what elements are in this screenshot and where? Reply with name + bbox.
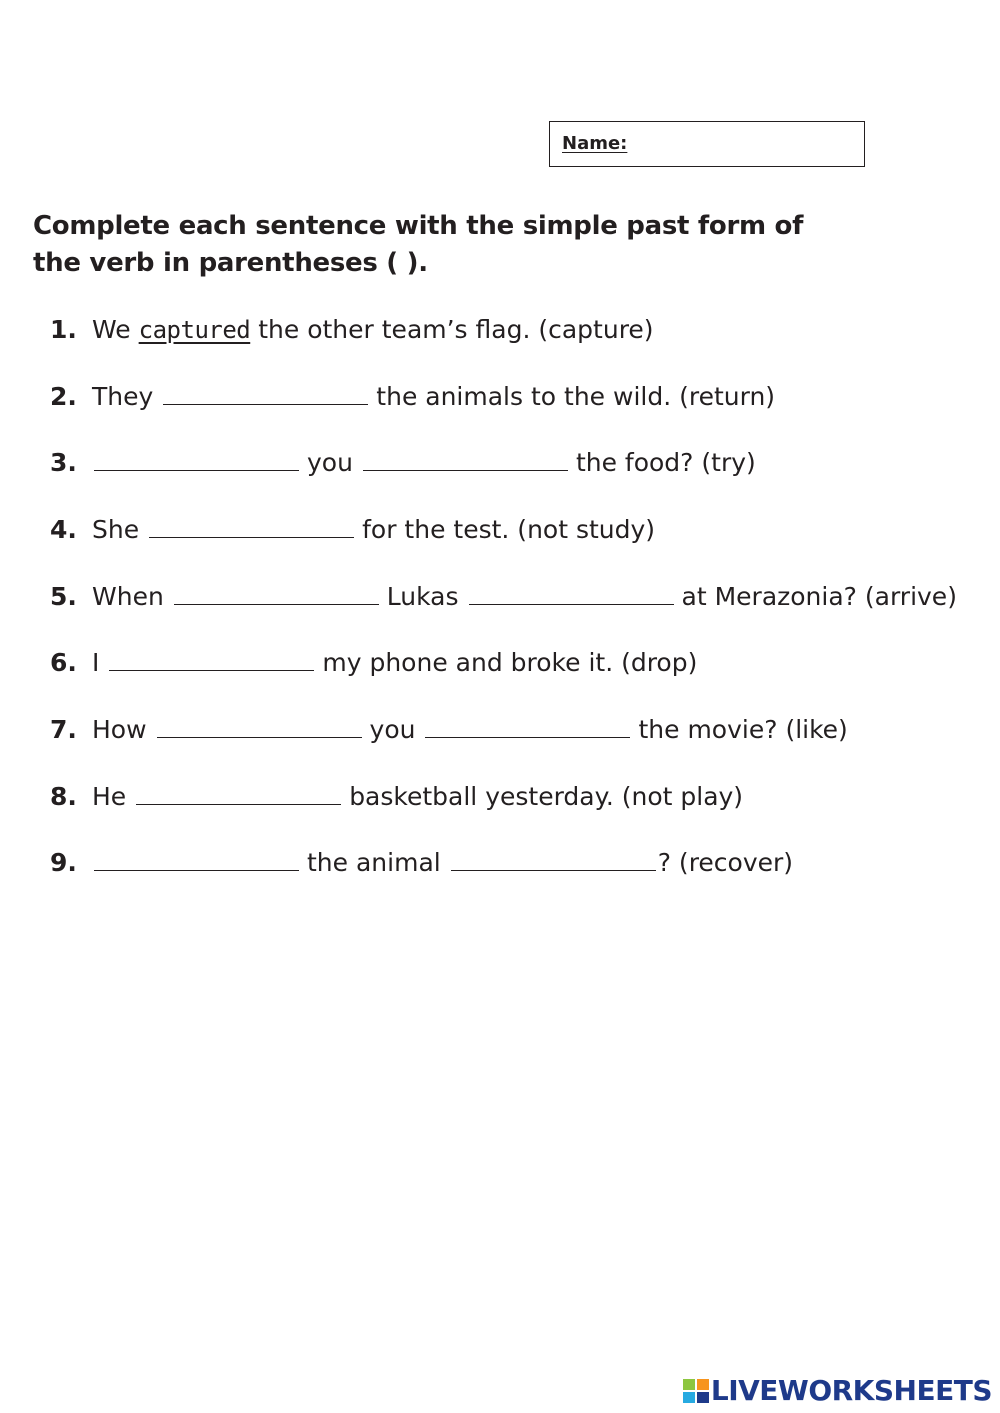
logo-text: LIVEWORKSHEETS: [710, 1374, 992, 1407]
item-text: the food? (try): [575, 448, 756, 477]
exercise-item-7: [50, 710, 856, 750]
item-number: 1.: [50, 315, 77, 344]
item-number: 3.: [50, 448, 77, 477]
example-answer: captured: [138, 316, 251, 344]
item-number: 8.: [50, 782, 77, 811]
exercise-item-8: [50, 777, 751, 817]
item-text: at Merazonia? (arrive): [681, 582, 957, 611]
exercise-item-3: [50, 443, 764, 483]
answer-blank[interactable]: [109, 669, 314, 671]
item-text: When: [92, 582, 164, 611]
item-text: basketball yesterday. (not play): [349, 782, 744, 811]
answer-blank[interactable]: [174, 603, 379, 605]
item-text: We: [92, 315, 131, 344]
answer-blank[interactable]: [157, 736, 362, 738]
item-text: my phone and broke it. (drop): [322, 648, 698, 677]
exercise-item-5: [50, 577, 965, 617]
answer-blank[interactable]: [163, 403, 368, 405]
answer-blank[interactable]: [149, 536, 354, 538]
item-text: you: [369, 715, 416, 744]
instructions: Complete each sentence with the simple past form of the verb in parentheses ( ).: [33, 211, 804, 278]
exercise-item-2: [50, 377, 783, 417]
liveworksheets-logo: [683, 1374, 992, 1407]
item-text: Lukas: [386, 582, 459, 611]
item-text: She: [92, 515, 140, 544]
exercise-item-9: [50, 843, 801, 883]
item-text: the animal: [307, 848, 441, 877]
item-text: He: [92, 782, 127, 811]
liveworksheets-logo-icon: [683, 1379, 709, 1403]
exercise-item-4: [50, 510, 663, 550]
item-number: 9.: [50, 848, 77, 877]
item-text: ? (recover): [657, 848, 794, 877]
answer-blank[interactable]: [451, 869, 656, 871]
name-field[interactable]: [549, 121, 865, 167]
item-number: 7.: [50, 715, 77, 744]
item-text: the animals to the wild. (return): [376, 382, 776, 411]
item-number: 5.: [50, 582, 77, 611]
answer-blank[interactable]: [469, 603, 674, 605]
item-text: the movie? (like): [638, 715, 848, 744]
item-text: I: [92, 648, 100, 677]
answer-blank[interactable]: [94, 869, 299, 871]
exercise-item-1: [50, 310, 662, 350]
answer-blank[interactable]: [136, 803, 341, 805]
item-number: 2.: [50, 382, 77, 411]
item-text: you: [307, 448, 353, 477]
name-label: Name:: [562, 133, 628, 154]
exercise-item-6: [50, 643, 705, 683]
item-number: 4.: [50, 515, 77, 544]
item-text: How: [92, 715, 147, 744]
item-text: for the test. (not study): [362, 515, 656, 544]
answer-blank[interactable]: [425, 736, 630, 738]
item-text: the other team’s flag. (capture): [258, 315, 654, 344]
answer-blank[interactable]: [94, 469, 299, 471]
item-number: 6.: [50, 648, 77, 677]
item-text: They: [92, 382, 154, 411]
answer-blank[interactable]: [363, 469, 568, 471]
